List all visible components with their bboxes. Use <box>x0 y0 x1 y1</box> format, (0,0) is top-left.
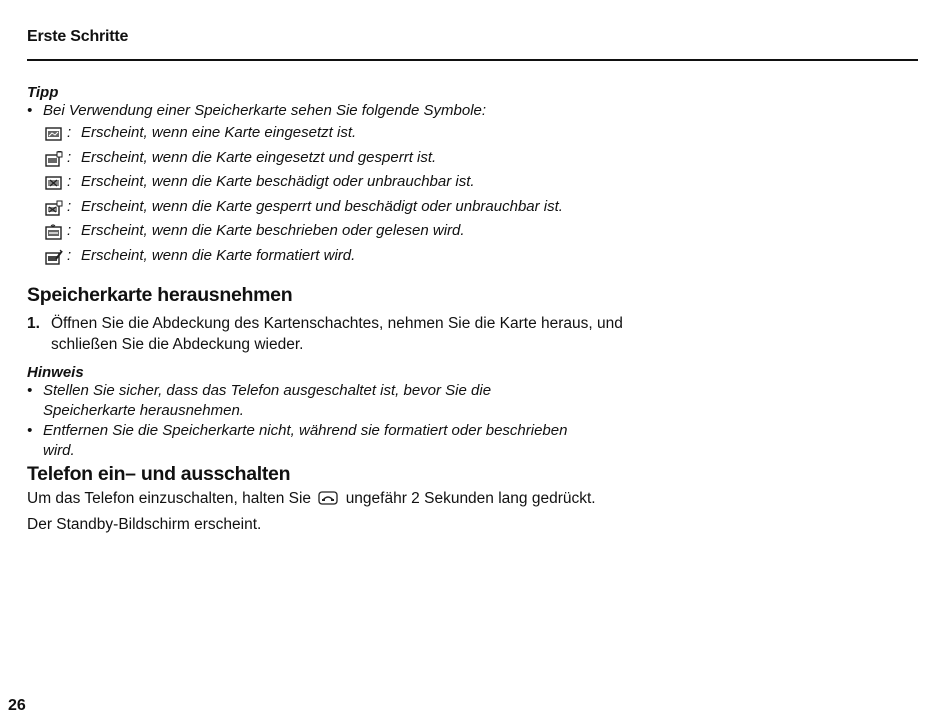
section-heading: Telefon ein– und ausschalten <box>27 463 291 485</box>
symbol-text: Erscheint, wenn die Karte formatiert wird. <box>81 246 356 264</box>
tip-block <box>27 84 907 268</box>
bullet: • <box>27 102 33 119</box>
remove-card-section <box>27 284 627 355</box>
tip-intro-text: Bei Verwendung einer Speicherkarte sehen Sie folgende Symbole: <box>43 102 487 119</box>
symbol-colon: : <box>67 246 72 264</box>
symbol-row <box>27 170 907 195</box>
memory-card-formatting-icon <box>45 249 63 265</box>
end-power-key-icon <box>318 491 338 505</box>
symbol-row <box>27 195 907 220</box>
bullet: • <box>27 422 33 439</box>
symbol-text: Erscheint, wenn die Karte beschrieben oder gelesen wird. <box>81 222 465 239</box>
symbol-text: Erscheint, wenn die Karte beschädigt oder unbrauchbar ist. <box>81 173 475 190</box>
power-section <box>27 463 907 535</box>
tip-intro <box>27 101 907 121</box>
symbol-row <box>27 219 907 244</box>
symbol-row <box>27 121 907 146</box>
note-item-text: Entfernen Sie die Speicherkarte nicht, während sie formatiert oder beschrieben wird. <box>43 422 568 459</box>
symbol-text: Erscheint, wenn die Karte eingesetzt und gesperrt ist. <box>81 148 437 166</box>
note-label: Hinweis <box>27 364 84 381</box>
standby-text: Der Standby-Bildschirm erscheint. <box>27 516 262 533</box>
memory-card-locked-damaged-icon <box>45 200 63 216</box>
power-text-after: ungefähr 2 Sekunden lang gedrückt. <box>345 490 596 507</box>
symbol-colon: : <box>67 197 72 215</box>
step-item <box>27 313 627 355</box>
tip-label: Tipp <box>27 84 59 101</box>
symbol-colon: : <box>67 222 72 239</box>
page-number: 26 <box>8 697 26 714</box>
memory-card-damaged-icon <box>45 175 63 191</box>
bullet: • <box>27 382 33 399</box>
power-text-before: Um das Telefon einzuschalten, halten Sie <box>27 490 312 507</box>
section-header: Erste Schritte <box>27 28 129 45</box>
note-block <box>27 364 587 461</box>
note-item <box>27 381 587 421</box>
symbol-row <box>27 244 907 269</box>
symbol-text: Erscheint, wenn eine Karte eingesetzt ist. <box>81 124 357 141</box>
symbol-colon: : <box>67 148 72 166</box>
step-number: 1. <box>27 315 40 332</box>
header-rule <box>27 59 918 61</box>
power-instruction <box>27 488 907 509</box>
memory-card-read-write-icon <box>45 224 63 240</box>
step-text: Öffnen Sie die Abdeckung des Kartenschachtes, nehmen Sie die Karte heraus, und schließen Sie die Abdeckung wieder. <box>51 315 623 353</box>
memory-card-inserted-icon <box>45 126 63 142</box>
symbol-row <box>27 146 907 171</box>
note-item-text: Stellen Sie sicher, dass das Telefon ausgeschaltet ist, bevor Sie die Speicherkarte herausnehmen. <box>43 382 492 419</box>
note-item <box>27 421 587 461</box>
memory-card-locked-icon <box>45 151 63 167</box>
symbol-text: Erscheint, wenn die Karte gesperrt und beschädigt oder unbrauchbar ist. <box>81 197 563 215</box>
symbol-colon: : <box>67 173 72 190</box>
section-heading: Speicherkarte herausnehmen <box>27 284 293 306</box>
symbol-colon: : <box>67 124 72 141</box>
